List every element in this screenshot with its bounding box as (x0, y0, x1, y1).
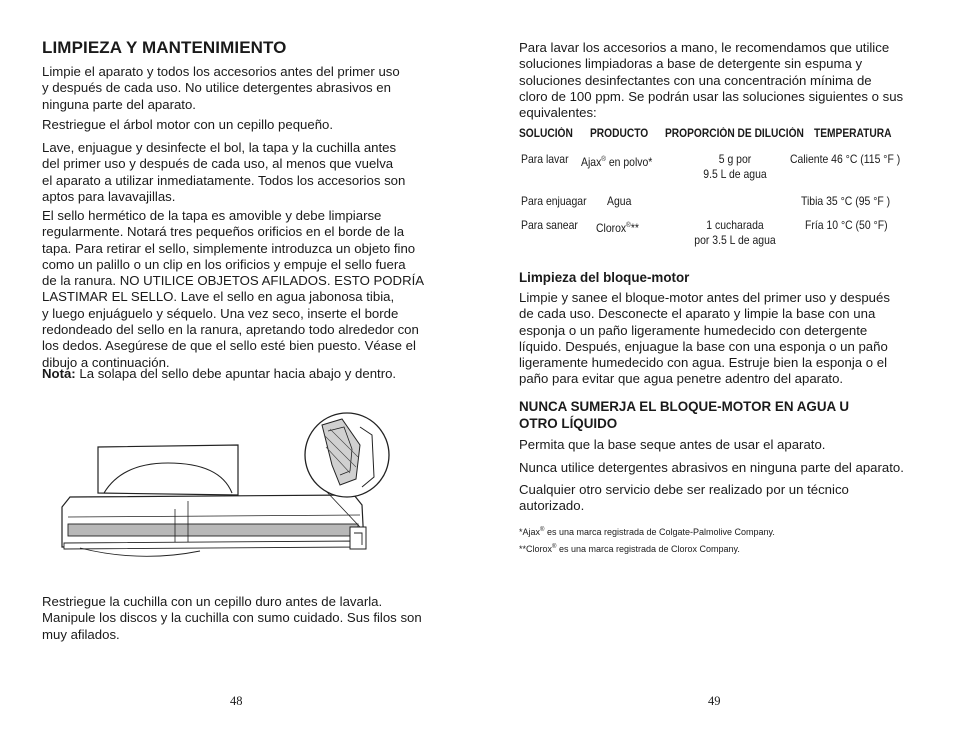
table-cell-temperature: Fría 10 °C (50 °F) (805, 219, 888, 232)
motor-shaft-paragraph: Restriegue el árbol motor con un cepillo pequeño. (42, 117, 334, 132)
table-cell-temperature: Caliente 46 °C (115 °F ) (790, 153, 901, 166)
no-abrasives-paragraph: Nunca utilice detergentes abrasivos en ninguna parte del aparato. (519, 460, 904, 475)
table-cell-product: Clorox®** (596, 221, 639, 235)
warning-heading: NUNCA SUMERJA EL BLOQUE-MOTOR EN AGUA U OTRO LÍQUIDO (519, 399, 850, 431)
motor-block-paragraph: Limpie y sanee el bloque-motor antes del primer uso y después de cada uso. Desconecte el aparato y limpie la base con una esponja o un paño ligeramente humedecido con detergente líquido. Después, enjuague la base con una esponja o un paño ligeramente humedecido con agua. Estruje bien la esponja o el paño para evitar que agua penetre adentro del aparato. (519, 290, 890, 387)
header-temperature: TEMPERATURA (814, 127, 892, 140)
table-cell-solution: Para sanear (521, 219, 578, 232)
motor-block-heading: Limpieza del bloque-motor (519, 270, 690, 285)
dry-base-paragraph: Permita que la base seque antes de usar el aparato. (519, 437, 826, 452)
wash-paragraph: Lave, enjuague y desinfecte el bol, la tapa y la cuchilla antes del primer uso y después de cada uso, al menos que vuelva el aparato a utilizar inmediatamente. Todos los accesorios son aptos para lavavajillas. (42, 140, 406, 204)
table-cell-dilution: 1 cucharada por 3.5 L de agua (694, 219, 776, 247)
header-product: PRODUCTO (590, 127, 649, 140)
table-cell-dilution: 5 g por 9.5 L de agua (703, 153, 767, 181)
header-solution: SOLUCIÓN (519, 127, 573, 140)
lid-seal-illustration (60, 405, 390, 585)
footnote-ajax: *Ajax® es una marca registrada de Colgate-Palmolive Company. (519, 527, 775, 537)
blade-paragraph: Restriegue la cuchilla con un cepillo duro antes de lavarla. Manipule los discos y la cuchilla con sumo cuidado. Sus filos son muy afilados. (42, 594, 422, 642)
intro-paragraph: Limpie el aparato y todos los accesorios antes del primer uso y después de cada uso. No utilice detergentes abrasivos en ninguna parte del aparato. (42, 64, 400, 112)
table-cell-solution: Para enjuagar (521, 195, 587, 208)
note-paragraph (42, 366, 437, 382)
page-number: 49 (708, 694, 721, 708)
table-cell-product: Ajax® en polvo* (581, 155, 653, 169)
right-page (477, 0, 954, 738)
note-label: Nota: (42, 366, 76, 381)
table-cell-product: Agua (607, 195, 632, 208)
table-cell-solution: Para lavar (521, 153, 569, 166)
page-number: 48 (230, 694, 243, 708)
hand-wash-paragraph: Para lavar los accesorios a mano, le recomendamos que utilice soluciones limpiadoras a base de detergente sin espuma y soluciones desinfectantes con una concentración mínima de cloro de 100 ppm. Se podrán usar las soluciones siguientes o sus equivalentes: (519, 40, 904, 121)
footnote-clorox: **Clorox® es una marca registrada de Clorox Company. (519, 544, 740, 554)
note-text: La solapa del sello debe apuntar hacia abajo y dentro. (75, 366, 397, 381)
table-cell-temperature: Tibia 35 °C (95 °F ) (801, 195, 891, 208)
section-title: LIMPIEZA Y MANTENIMIENTO (42, 38, 287, 57)
header-dilution: PROPORCIÓN DE DILUCIÓN (665, 127, 804, 140)
seal-paragraph: El sello hermético de la tapa es amovible y debe limpiarse regularmente. Notará tres pequeños orificios en el borde de la tapa. Para retirar el sello, simplemente introduzca un objeto fino como un palillo o un clip en los orificios y empuje el sello fuera de la ranura. NO UTILICE OBJETOS AFILADOS. ESTO PODRÍA LASTIMAR EL SELLO. Lave el sello en agua jabonosa tibia, y luego enjuáguelo y séquelo. Una vez seco, inserte el borde redondeado del sello en la ranura, apretando todo alrededor con los dedos. Asegúrese de que el sello esté bien puesto. Véase el dibujo a continuación. (42, 208, 425, 370)
service-paragraph: Cualquier otro servicio debe ser realizado por un técnico autorizado. (519, 482, 849, 514)
